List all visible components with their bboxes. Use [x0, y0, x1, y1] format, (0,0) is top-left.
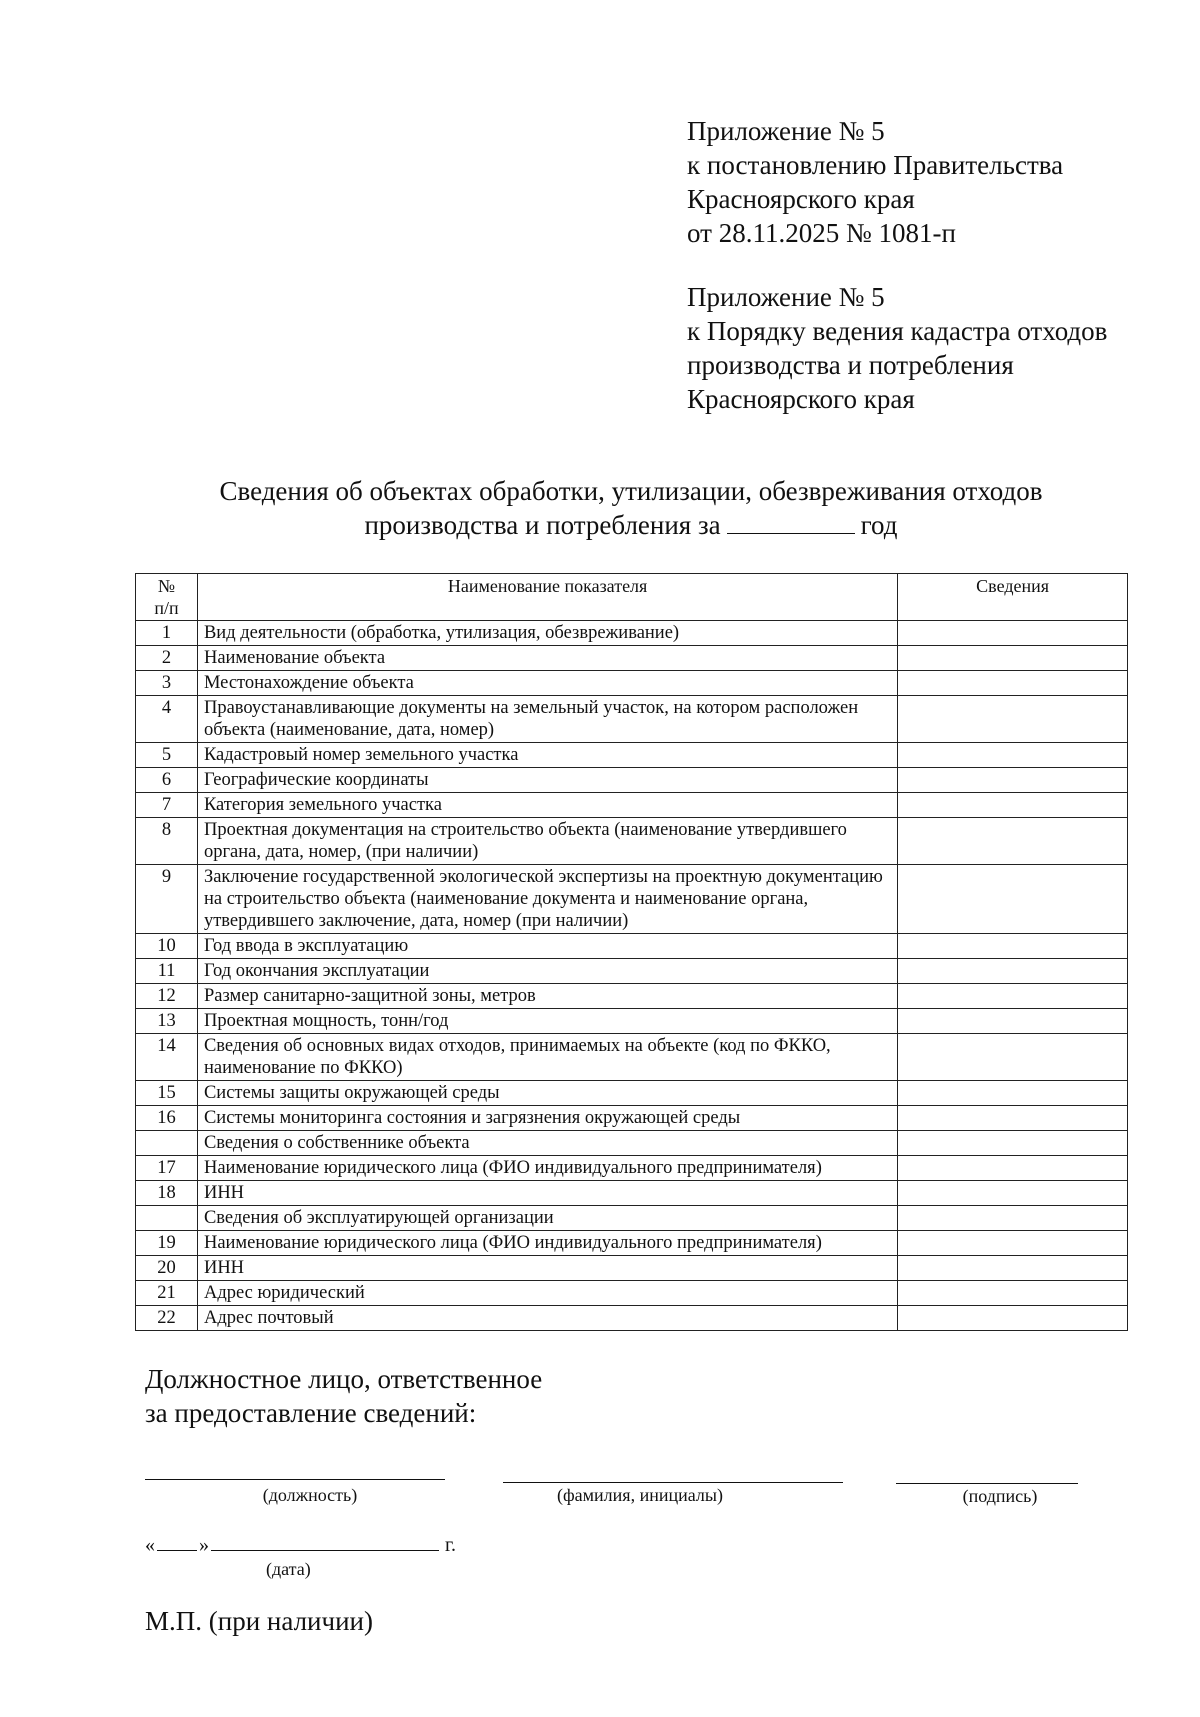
value-input-cell[interactable] [898, 1106, 1128, 1131]
value-input-cell[interactable] [898, 1256, 1128, 1281]
day-blank-field[interactable] [157, 1534, 197, 1551]
responsible-person-label [145, 1362, 542, 1430]
header-block-procedure [687, 280, 1107, 416]
row-number-cell: 1 [136, 621, 198, 646]
value-input-cell[interactable] [898, 1034, 1128, 1081]
table-row [136, 934, 1128, 959]
year-blank-field[interactable] [727, 511, 855, 534]
responsible-line-2: за предоставление сведений: [145, 1398, 477, 1428]
value-input-cell[interactable] [898, 1231, 1128, 1256]
value-input-cell[interactable] [898, 1131, 1128, 1156]
row-number-cell: 2 [136, 646, 198, 671]
value-input-cell[interactable] [898, 1156, 1128, 1181]
row-number-cell: 20 [136, 1256, 198, 1281]
stamp-note: М.П. (при наличии) [145, 1606, 373, 1636]
signature-caption: (подпись) [962, 1486, 1038, 1506]
row-number-cell: 14 [136, 1034, 198, 1081]
value-input-cell[interactable] [898, 696, 1128, 743]
row-number-cell: 10 [136, 934, 198, 959]
column-header-value: Сведения [898, 574, 1128, 621]
row-number-cell: 3 [136, 671, 198, 696]
date-field [145, 1534, 456, 1557]
indicator-name-cell: Наименование юридического лица (ФИО индивидуального предпринимателя) [197, 1231, 897, 1256]
table-row [136, 818, 1128, 865]
indicator-name-cell: Местонахождение объекта [197, 671, 897, 696]
value-input-cell[interactable] [898, 621, 1128, 646]
table-row [136, 1131, 1128, 1156]
table-row [136, 646, 1128, 671]
table-row [136, 959, 1128, 984]
row-number-cell: 16 [136, 1106, 198, 1131]
title-prefix: производства и потребления за [364, 510, 721, 540]
value-input-cell[interactable] [898, 1306, 1128, 1331]
indicator-name-cell: Год окончания эксплуатации [197, 959, 897, 984]
indicators-table [135, 573, 1128, 1331]
date-caption: (дата) [266, 1559, 311, 1579]
indicator-name-cell: Проектная документация на строительство объекта (наименование утвердившего органа, дата, номер, (при наличии) [197, 818, 897, 865]
value-input-cell[interactable] [898, 1181, 1128, 1206]
table-row [136, 743, 1128, 768]
table-row [136, 865, 1128, 934]
header-line: Приложение № 5 [687, 116, 885, 146]
indicator-name-cell: Адрес юридический [197, 1281, 897, 1306]
column-header-indicator-name: Наименование показателя [197, 574, 897, 621]
column-header-number [136, 574, 198, 621]
table-row [136, 1281, 1128, 1306]
indicator-name-cell: Сведения об основных видах отходов, принимаемых на объекте (код по ФККО, наименование по ФККО) [197, 1034, 897, 1081]
table-row [136, 1034, 1128, 1081]
value-input-cell[interactable] [898, 818, 1128, 865]
indicator-name-cell: Проектная мощность, тонн/год [197, 1009, 897, 1034]
row-number-cell: 21 [136, 1281, 198, 1306]
indicator-name-cell: Адрес почтовый [197, 1306, 897, 1331]
name-signature-line[interactable] [503, 1482, 843, 1483]
table-row [136, 1156, 1128, 1181]
value-input-cell[interactable] [898, 984, 1128, 1009]
header-num-line-1: № [157, 576, 176, 596]
header-num-line-2: п/п [154, 598, 179, 618]
value-input-cell[interactable] [898, 768, 1128, 793]
name-caption: (фамилия, инициалы) [557, 1485, 723, 1505]
title-suffix: год [860, 510, 898, 540]
indicator-name-cell: Вид деятельности (обработка, утилизация, обезвреживание) [197, 621, 897, 646]
table-row [136, 621, 1128, 646]
header-line: Приложение № 5 [687, 282, 885, 312]
date-open-quote: « [145, 1534, 155, 1556]
value-input-cell[interactable] [898, 1206, 1128, 1231]
value-input-cell[interactable] [898, 1281, 1128, 1306]
header-line: производства и потребления [687, 350, 1014, 380]
row-number-cell: 18 [136, 1181, 198, 1206]
row-number-cell: 19 [136, 1231, 198, 1256]
indicator-name-cell: Категория земельного участка [197, 793, 897, 818]
table-row [136, 1181, 1128, 1206]
row-number-cell: 12 [136, 984, 198, 1009]
indicator-name-cell: ИНН [197, 1181, 897, 1206]
document-title [0, 474, 1200, 542]
row-number-cell [136, 1131, 198, 1156]
header-line: к Порядку ведения кадастра отходов [687, 316, 1108, 346]
value-input-cell[interactable] [898, 743, 1128, 768]
row-number-cell: 7 [136, 793, 198, 818]
value-input-cell[interactable] [898, 934, 1128, 959]
table-header-row [136, 574, 1128, 621]
header-line: Красноярского края [687, 184, 915, 214]
indicator-name-cell: Заключение государственной экологической экспертизы на проектную документацию на строительство объекта (наименование документа и наименование органа, утвердившего заключение, дата, номер (при наличии) [197, 865, 897, 934]
indicator-name-cell: Правоустанавливающие документы на земельный участок, на котором расположен объекта (наименование, дата, номер) [197, 696, 897, 743]
title-line-1: Сведения об объектах обработки, утилизации, обезвреживания отходов [219, 476, 1043, 506]
value-input-cell[interactable] [898, 793, 1128, 818]
row-number-cell: 15 [136, 1081, 198, 1106]
indicator-name-cell: Сведения о собственнике объекта [197, 1131, 897, 1156]
title-line-2 [0, 508, 1200, 542]
indicator-name-cell: Наименование юридического лица (ФИО индивидуального предпринимателя) [197, 1156, 897, 1181]
row-number-cell: 22 [136, 1306, 198, 1331]
row-number-cell: 13 [136, 1009, 198, 1034]
indicator-name-cell: Год ввода в эксплуатацию [197, 934, 897, 959]
table-row [136, 984, 1128, 1009]
table-row [136, 1231, 1128, 1256]
table-row [136, 1256, 1128, 1281]
table-row [136, 671, 1128, 696]
value-input-cell[interactable] [898, 646, 1128, 671]
row-number-cell: 8 [136, 818, 198, 865]
row-number-cell: 17 [136, 1156, 198, 1181]
row-number-cell: 11 [136, 959, 198, 984]
header-line: Красноярского края [687, 384, 915, 414]
table-row [136, 1106, 1128, 1131]
indicator-name-cell: Сведения об эксплуатирующей организации [197, 1206, 897, 1231]
table-row [136, 696, 1128, 743]
indicator-name-cell: ИНН [197, 1256, 897, 1281]
row-number-cell: 6 [136, 768, 198, 793]
indicator-name-cell: Системы защиты окружающей среды [197, 1081, 897, 1106]
date-close-quote: » [199, 1534, 209, 1556]
row-number-cell: 9 [136, 865, 198, 934]
indicator-name-cell: Кадастровый номер земельного участка [197, 743, 897, 768]
table-row [136, 1009, 1128, 1034]
value-input-cell[interactable] [898, 1009, 1128, 1034]
value-input-cell[interactable] [898, 671, 1128, 696]
indicator-name-cell: Размер санитарно-защитной зоны, метров [197, 984, 897, 1009]
value-input-cell[interactable] [898, 1081, 1128, 1106]
header-line: от 28.11.2025 № 1081-п [687, 218, 956, 248]
responsible-line-1: Должностное лицо, ответственное [145, 1364, 543, 1394]
value-input-cell[interactable] [898, 959, 1128, 984]
table-row [136, 793, 1128, 818]
value-input-cell[interactable] [898, 865, 1128, 934]
indicator-name-cell: Системы мониторинга состояния и загрязнения окружающей среды [197, 1106, 897, 1131]
row-number-cell: 5 [136, 743, 198, 768]
row-number-cell: 4 [136, 696, 198, 743]
month-year-blank-field[interactable] [211, 1534, 439, 1551]
table-row [136, 768, 1128, 793]
row-number-cell [136, 1206, 198, 1231]
position-signature-line[interactable] [145, 1479, 445, 1480]
header-block-resolution [687, 114, 1063, 250]
header-line: к постановлению Правительства [687, 150, 1064, 180]
indicator-name-cell: Географические координаты [197, 768, 897, 793]
year-suffix: г. [445, 1534, 456, 1556]
indicator-name-cell: Наименование объекта [197, 646, 897, 671]
table-row [136, 1306, 1128, 1331]
table-row [136, 1081, 1128, 1106]
table-row [136, 1206, 1128, 1231]
position-caption: (должность) [262, 1485, 358, 1505]
signature-line[interactable] [896, 1483, 1078, 1484]
